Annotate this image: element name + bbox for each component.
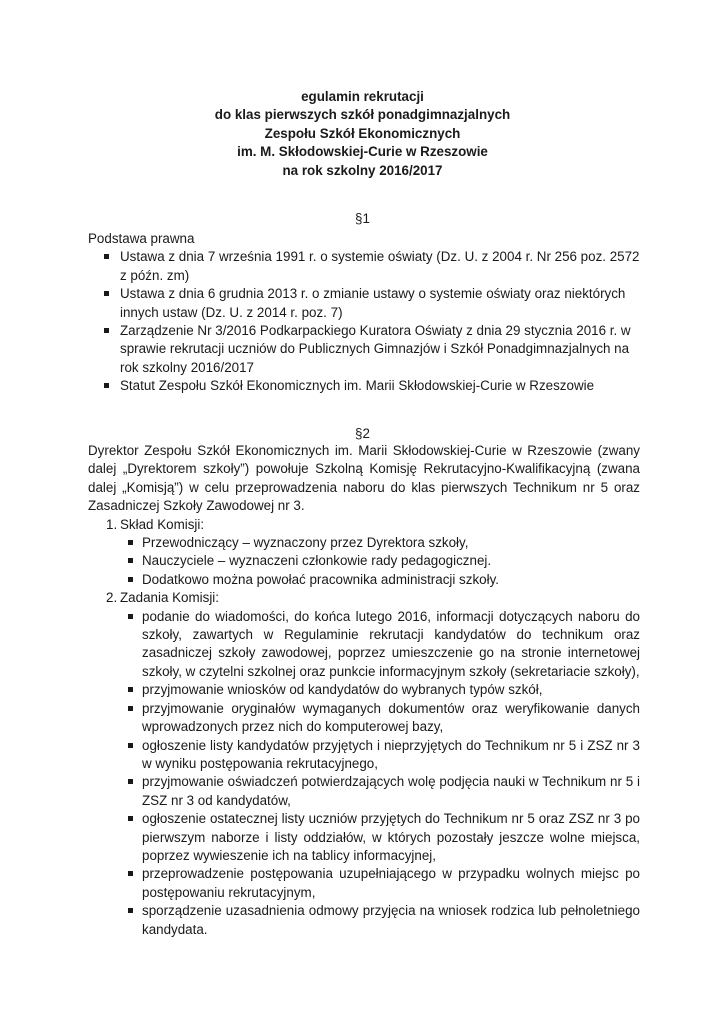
section-2-mark: §2 xyxy=(355,426,370,441)
numbered-item xyxy=(88,589,640,939)
list-item: przyjmowanie wniosków od kandydatów do wybranych typów szkół, xyxy=(120,681,640,699)
item-label: Zadania Komisji: xyxy=(120,590,219,606)
list-item: Statut Zespołu Szkół Ekonomicznych im. Marii Skłodowskiej-Curie w Rzeszowie xyxy=(88,377,640,395)
item-label: Skład Komisji: xyxy=(120,516,205,532)
tasks-list xyxy=(120,608,640,939)
list-item: Ustawa z dnia 7 września 1991 r. o systemie oświaty (Dz. U. z 2004 r. Nr 256 poz. 2572 z późn. zm) xyxy=(88,248,640,285)
list-item: przeprowadzenie postępowania uzupełniającego w przypadku wolnych miejsc po postępowaniu rekrutacyjnym, xyxy=(120,865,640,902)
list-item: Przewodniczący – wyznaczony przez Dyrektora szkoły, xyxy=(120,534,640,552)
section-2 xyxy=(88,442,640,939)
list-item: Dodatkowo można powołać pracownika administracji szkoły. xyxy=(120,571,640,589)
numbered-item xyxy=(88,516,640,590)
item-number: 1. xyxy=(106,516,118,532)
section-1-heading: Podstawa prawna xyxy=(88,231,195,246)
title-line-4: im. M. Skłodowskiej-Curie w Rzeszowie xyxy=(237,144,488,160)
list-item: Ustawa z dnia 6 grudnia 2013 r. o zmianie ustawy o systemie oświaty oraz niektórych innych ustaw (Dz. U. z 2014 r. poz. 7) xyxy=(88,285,640,322)
commission-list xyxy=(88,516,640,939)
list-item: sporządzenie uzasadnienia odmowy przyjęcia na wniosek rodzica lub pełnoletniego kandydata. xyxy=(120,902,640,939)
title-line-2: do klas pierwszych szkół ponadgimnazjalnych xyxy=(214,107,511,123)
title-line-5: na rok szkolny 2016/2017 xyxy=(282,162,443,178)
list-item: ogłoszenie ostatecznej listy uczniów przyjętych do Technikum nr 5 oraz ZSZ nr 3 po pierwszym naborze i listy oddziałów, w których pozostały jeszcze wolne miejsca, poprzez wywieszenie ich na tablicy informacyjnej, xyxy=(120,810,640,865)
item-number: 2. xyxy=(106,590,118,606)
list-item: Zarządzenie Nr 3/2016 Podkarpackiego Kuratora Oświaty z dnia 29 stycznia 2016 r. w sprawie rekrutacji uczniów do Publicznych Gimnazjów i Szkół Ponadgimnazjalnych na rok szkolny 2016/2017 xyxy=(88,322,640,377)
legal-basis-list xyxy=(88,248,640,395)
composition-list xyxy=(120,534,640,589)
section-1-mark: §1 xyxy=(355,211,370,226)
list-item: przyjmowanie oświadczeń potwierdzających wolę podjęcia nauki w Technikum nr 5 i ZSZ nr 3 od kandydatów, xyxy=(120,773,640,810)
list-item: przyjmowanie oryginałów wymaganych dokumentów oraz weryfikowanie danych wprowadzonych przez nich do komputerowej bazy, xyxy=(120,700,640,737)
list-item: ogłoszenie listy kandydatów przyjętych i nieprzyjętych do Technikum nr 5 i ZSZ nr 3 w wyniku postępowania rekrutacyjnego, xyxy=(120,737,640,774)
title-line-3: Zespołu Szkół Ekonomicznych xyxy=(264,125,461,141)
list-item: podanie do wiadomości, do końca lutego 2016, informacji dotyczących naboru do szkoły, zawartych w Regulaminie rekrutacji kandydatów do technikum oraz zasadniczej szkoły zawodowej, poprzez umieszczenie go na stronie internetowej szkoły, w czytelni szkolnej oraz punkcie informacyjnym szkoły (sekretariacie szkoły), xyxy=(120,608,640,682)
section-2-intro: Dyrektor Zespołu Szkół Ekonomicznych im. Marii Skłodowskiej-Curie w Rzeszowie (zwany dalej „Dyrektorem szkoły”) powołuje Szkolną Komisję Rekrutacyjno-Kwalifikacyjną (zwana dalej „Komisją”) w celu przeprowadzenia naboru do klas pierwszych Technikum nr 5 oraz Zasadniczej Szkoły Zawodowej nr 3. xyxy=(88,443,640,514)
section-1 xyxy=(88,230,640,396)
document-title xyxy=(0,88,725,180)
title-line-1: egulamin rekrutacji xyxy=(301,89,424,104)
list-item: Nauczyciele – wyznaczeni członkowie rady pedagogicznej. xyxy=(120,552,640,570)
